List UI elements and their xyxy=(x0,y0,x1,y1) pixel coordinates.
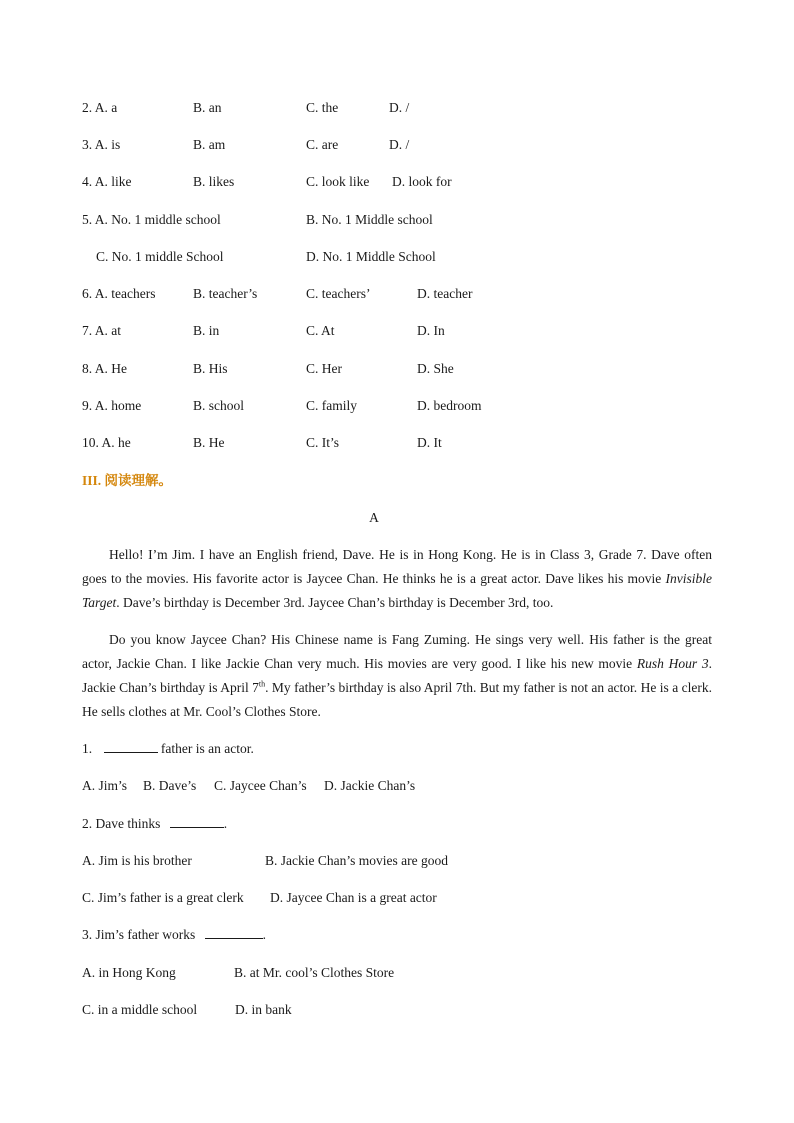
option: D. / xyxy=(389,100,410,115)
option: C. Jaycee Chan’s xyxy=(214,778,307,793)
option: B. at Mr. cool’s Clothes Store xyxy=(234,965,395,980)
option: B. an xyxy=(193,100,222,115)
option: 9. A. home xyxy=(82,398,142,413)
movie-title: Invisible Target xyxy=(82,571,712,610)
option: D. In xyxy=(417,323,445,338)
paragraph-text: Hello! I’m Jim. I have an English friend, Dave. He is in Hong Kong. He is in Class 3, Grade 7. Dave often goes to the movies. His favorite actor is Jaycee Chan. He thinks he is a great actor. Dave likes his movie xyxy=(82,547,712,586)
option: 8. A. He xyxy=(82,361,127,376)
option: C. are xyxy=(306,137,339,152)
question-number: 1. xyxy=(82,741,93,756)
option: A. Jim’s xyxy=(82,778,128,793)
option: B. likes xyxy=(193,174,235,189)
option: C. It’s xyxy=(306,435,340,450)
paragraph-text: Do you know Jaycee Chan? His Chinese name is Fang Zuming. He sings very well. His father is the great actor, Jackie Chan. I like Jackie Chan very much. His movies are very good. I like his new movie xyxy=(82,632,712,671)
option: B. His xyxy=(193,361,228,376)
option: C. Her xyxy=(306,361,342,376)
option: 10. A. he xyxy=(82,435,131,450)
answer-blank[interactable] xyxy=(170,815,224,828)
option: B. He xyxy=(193,435,225,450)
option: B. Dave’s xyxy=(143,778,197,793)
option: C. family xyxy=(306,398,357,413)
paragraph-text: . My father’s birthday is also April 7th. But my father is not an actor. He is a clerk. He sells clothes at Mr. Cool’s Clothes Store. xyxy=(82,680,712,719)
question-text: 2. Dave thinks xyxy=(82,816,161,831)
option: C. No. 1 middle School xyxy=(96,249,224,264)
movie-title: Rush Hour 3 xyxy=(636,656,709,671)
option: D. Jackie Chan’s xyxy=(324,778,416,793)
option: 7. A. at xyxy=(82,323,121,338)
option: D. / xyxy=(389,137,410,152)
option: C. Jim’s father is a great clerk xyxy=(82,890,244,905)
question-end: . xyxy=(223,816,228,831)
option: D. No. 1 Middle School xyxy=(306,249,436,264)
passage-paragraph-2 xyxy=(82,628,712,724)
paragraph-text: . Jackie Chan’s birthday is April 7 xyxy=(82,656,712,695)
option: D. in bank xyxy=(235,1002,292,1017)
option: B. Jackie Chan’s movies are good xyxy=(265,853,448,868)
passage-label: A xyxy=(369,510,379,525)
answer-blank[interactable] xyxy=(104,740,158,753)
question-2-stem xyxy=(82,815,227,833)
option: C. At xyxy=(306,323,335,338)
passage-paragraph-1 xyxy=(82,543,712,615)
question-1-stem xyxy=(82,740,254,758)
section-title: III. 阅读理解。 xyxy=(82,473,173,488)
question-text: 3. Jim’s father works xyxy=(82,927,196,942)
option: A. Jim is his brother xyxy=(82,853,192,868)
superscript: th xyxy=(258,679,266,689)
option: 5. A. No. 1 middle school xyxy=(82,212,221,227)
option: C. teachers’ xyxy=(306,286,371,301)
option: 6. A. teachers xyxy=(82,286,156,301)
option: D. Jaycee Chan is a great actor xyxy=(270,890,437,905)
option: C. look like xyxy=(306,174,370,189)
question-end: . xyxy=(262,927,266,942)
option: D. She xyxy=(417,361,454,376)
option: C. the xyxy=(306,100,339,115)
option: C. in a middle school xyxy=(82,1002,198,1017)
question-text: father is an actor. xyxy=(160,741,254,756)
option: A. in Hong Kong xyxy=(82,965,176,980)
option: 4. A. like xyxy=(82,174,132,189)
option: D. bedroom xyxy=(417,398,482,413)
paragraph-text: . Dave’s birthday is December 3rd. Jaycee Chan’s birthday is December 3rd, too. xyxy=(116,595,554,610)
question-3-stem xyxy=(82,926,266,944)
option: D. It xyxy=(417,435,442,450)
option: B. am xyxy=(193,137,226,152)
option: D. look for xyxy=(392,174,452,189)
option: 2. A. a xyxy=(82,100,118,115)
option: B. No. 1 Middle school xyxy=(306,212,433,227)
option: D. teacher xyxy=(417,286,473,301)
option: B. school xyxy=(193,398,245,413)
option: 3. A. is xyxy=(82,137,121,152)
option: B. in xyxy=(193,323,220,338)
answer-blank[interactable] xyxy=(205,926,263,939)
option: B. teacher’s xyxy=(193,286,258,301)
